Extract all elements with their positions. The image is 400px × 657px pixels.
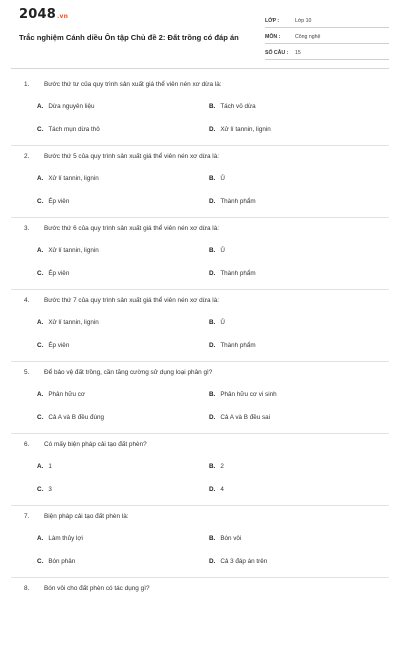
option-letter: A.: [37, 319, 44, 326]
info-row-class: [265, 15, 389, 28]
option-text: Cả A và B đều sai: [220, 414, 271, 421]
logo-suffix: .vn: [56, 13, 69, 20]
answer-option[interactable]: [209, 319, 225, 326]
question-text: [24, 369, 212, 376]
question-text: [24, 585, 150, 592]
option-text: Thành phẩm: [220, 270, 256, 277]
option-letter: C.: [37, 414, 44, 421]
answer-option[interactable]: [37, 126, 100, 133]
option-letter: C.: [37, 126, 44, 133]
answer-option[interactable]: [37, 463, 52, 470]
option-text: 3: [48, 486, 52, 493]
option-text: Phân hữu cơ: [48, 391, 86, 398]
info-value: 15: [295, 50, 301, 56]
option-letter: B.: [209, 103, 216, 110]
option-letter: D.: [209, 126, 216, 133]
option-text: Phân hữu cơ vi sinh: [220, 391, 277, 398]
question-prompt: Bước thứ 7 của quy trình sản xuất giá thể viên nén xơ dừa là:: [44, 297, 220, 304]
question-prompt: Có mấy biện pháp cải tạo đất phèn?: [44, 441, 147, 448]
question-item: [11, 369, 389, 441]
question-list: [11, 69, 389, 657]
question-number: 8.: [24, 585, 30, 592]
option-text: Bón phân: [48, 558, 76, 565]
question-divider: [11, 433, 389, 434]
answer-option[interactable]: [37, 319, 99, 326]
option-letter: A.: [37, 391, 44, 398]
logo-text: 2048: [19, 7, 56, 22]
option-letter: D.: [209, 342, 216, 349]
info-row-count: [265, 47, 389, 60]
question-number: 4.: [24, 297, 30, 304]
info-value: Lớp 10: [295, 18, 312, 24]
question-text: [24, 153, 219, 160]
option-letter: D.: [209, 198, 216, 205]
question-number: 5.: [24, 369, 30, 376]
question-number: 1.: [24, 81, 30, 88]
option-letter: C.: [37, 270, 44, 277]
question-text: [24, 225, 219, 232]
answer-option[interactable]: [209, 535, 241, 542]
option-letter: B.: [209, 463, 216, 470]
answer-option[interactable]: [37, 175, 99, 182]
answer-option[interactable]: [209, 414, 270, 421]
info-label: MÔN :: [265, 34, 281, 40]
option-text: Cả 3 đáp án trên: [220, 558, 268, 565]
worksheet-header: [11, 0, 389, 69]
option-letter: A.: [37, 175, 44, 182]
option-letter: C.: [37, 558, 44, 565]
answer-option[interactable]: [209, 463, 224, 470]
option-letter: C.: [37, 342, 44, 349]
option-letter: B.: [209, 535, 216, 542]
option-text: Ép viên: [48, 342, 70, 349]
question-prompt: Biện pháp cải tạo đất phèn là:: [44, 513, 129, 520]
answer-option[interactable]: [37, 342, 69, 349]
question-number: 7.: [24, 513, 30, 520]
option-text: Ủ: [220, 247, 225, 254]
answer-option[interactable]: [209, 486, 224, 493]
option-text: Ủ: [220, 175, 225, 182]
question-item: [11, 153, 389, 225]
question-number: 6.: [24, 441, 30, 448]
question-text: [24, 81, 222, 88]
answer-option[interactable]: [209, 391, 277, 398]
question-item: [11, 225, 389, 297]
option-letter: B.: [209, 391, 216, 398]
answer-option[interactable]: [37, 247, 99, 254]
question-item: [11, 441, 389, 513]
answer-option[interactable]: [37, 535, 83, 542]
question-prompt: Bước thứ 5 của quy trình sản xuất giá thể viên nén xơ dừa là:: [44, 153, 220, 160]
answer-option[interactable]: [37, 103, 95, 110]
answer-option[interactable]: [209, 270, 256, 277]
question-divider: [11, 145, 389, 146]
option-text: 1: [48, 463, 52, 470]
answer-option[interactable]: [37, 486, 52, 493]
option-text: Thành phẩm: [220, 198, 256, 205]
info-row-subject: [265, 31, 389, 44]
option-text: Ép viên: [48, 198, 70, 205]
option-letter: C.: [37, 486, 44, 493]
option-letter: D.: [209, 558, 216, 565]
answer-option[interactable]: [37, 558, 75, 565]
question-divider: [11, 361, 389, 362]
info-label: LỚP :: [265, 18, 280, 24]
question-text: [24, 297, 219, 304]
option-letter: A.: [37, 247, 44, 254]
question-text: [24, 513, 129, 520]
answer-option[interactable]: [209, 198, 256, 205]
option-text: Làm thủy lợi: [48, 535, 83, 542]
option-text: Xử lí tannin, lignin: [220, 126, 271, 133]
answer-option[interactable]: [209, 103, 256, 110]
option-text: Ép viên: [48, 270, 70, 277]
question-divider: [11, 577, 389, 578]
answer-option[interactable]: [209, 175, 225, 182]
question-prompt: Bước thứ tư của quy trình sản xuất giá thể viên nén xơ dừa là:: [44, 81, 222, 88]
option-letter: D.: [209, 486, 216, 493]
answer-option[interactable]: [37, 270, 69, 277]
answer-option[interactable]: [209, 126, 271, 133]
quiz-title: Trắc nghiệm Cánh diều Ôn tập Chủ đề 2: Đất trồng có đáp án: [19, 33, 239, 42]
option-text: Cả A và B đều đúng: [48, 414, 104, 421]
question-number: 3.: [24, 225, 30, 232]
question-divider: [11, 289, 389, 290]
option-text: Tách mụn dừa thô: [48, 126, 100, 133]
option-letter: B.: [209, 319, 216, 326]
answer-option[interactable]: [37, 391, 85, 398]
answer-option[interactable]: [209, 342, 256, 349]
answer-option[interactable]: [37, 414, 104, 421]
answer-option[interactable]: [37, 198, 69, 205]
option-text: Tách vỏ dừa: [220, 103, 256, 110]
question-item: [11, 81, 389, 153]
question-prompt: Để bảo vệ đất trồng, cần tăng cường sử dụng loại phân gì?: [44, 369, 213, 376]
question-number: 2.: [24, 153, 30, 160]
quiz-info: [265, 15, 389, 63]
question-item: [11, 297, 389, 369]
question-text: [24, 441, 147, 448]
option-letter: B.: [209, 247, 216, 254]
option-letter: B.: [209, 175, 216, 182]
option-letter: D.: [209, 414, 216, 421]
option-text: Bón vôi: [220, 535, 242, 542]
info-label: SỐ CÂU :: [265, 50, 289, 56]
option-letter: C.: [37, 198, 44, 205]
option-text: Xử lí tannin, lignin: [48, 175, 99, 182]
option-text: Xử lí tannin, lignin: [48, 247, 99, 254]
answer-option[interactable]: [209, 247, 225, 254]
worksheet-page: [11, 0, 389, 600]
info-value: Công nghệ: [295, 34, 321, 40]
question-divider: [11, 217, 389, 218]
question-prompt: Bón vôi cho đất phèn có tác dụng gì?: [44, 585, 150, 592]
option-text: 2: [220, 463, 224, 470]
site-logo[interactable]: [19, 7, 68, 22]
question-divider: [11, 505, 389, 506]
option-letter: A.: [37, 103, 44, 110]
option-letter: A.: [37, 535, 44, 542]
question-prompt: Bước thứ 6 của quy trình sản xuất giá thể viên nén xơ dừa là:: [44, 225, 220, 232]
option-text: 4: [220, 486, 224, 493]
option-letter: A.: [37, 463, 44, 470]
question-item: [11, 585, 389, 657]
question-item: [11, 513, 389, 585]
option-text: Xử lí tannin, lignin: [48, 319, 99, 326]
option-text: Dừa nguyên liệu: [48, 103, 95, 110]
option-text: Ủ: [220, 319, 225, 326]
option-text: Thành phẩm: [220, 342, 256, 349]
option-letter: D.: [209, 270, 216, 277]
answer-option[interactable]: [209, 558, 267, 565]
